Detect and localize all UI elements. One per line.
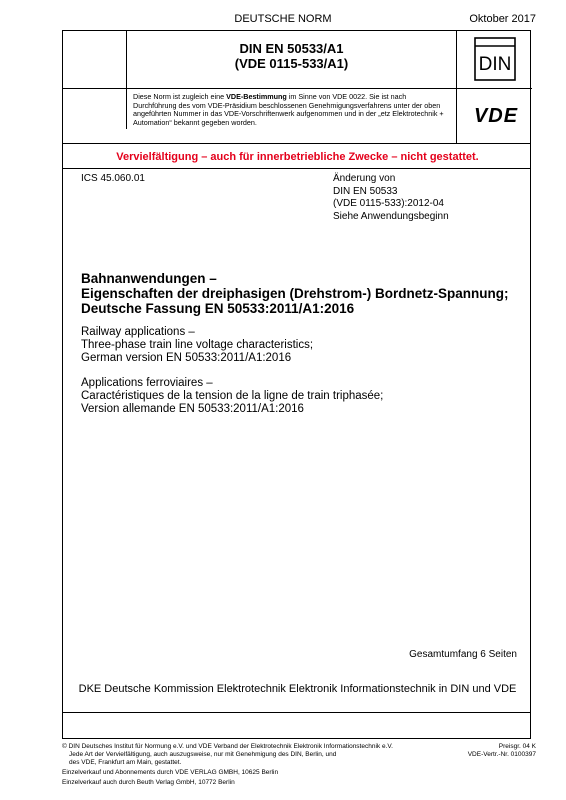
order-number: VDE-Vertr.-Nr. 0100397 [467, 750, 536, 758]
title-english [81, 326, 521, 365]
page-count: Gesamtumfang 6 Seiten [409, 649, 517, 660]
vde-logo-box [457, 89, 532, 143]
amendment-line: (VDE 0115-533):2012-04 [333, 198, 444, 209]
publication-date: Oktober 2017 [469, 13, 536, 25]
din-logo-icon [474, 37, 516, 81]
vde-logo-text: VDE [473, 105, 519, 127]
copyright-line: Jede Art der Vervielfältigung, auch auszugsweise, nur mit Genehmigung des DIN, Berlin, und [69, 750, 337, 758]
notice-text-bold: VDE-Bestimmung [226, 92, 287, 101]
din-logo-text: DIN [478, 54, 512, 75]
amendment-line: Siehe Anwendungsbeginn [333, 210, 449, 222]
copyright-notice [62, 743, 422, 766]
copy-warning: Vervielfältigung – auch für innerbetriebliche Zwecke – nicht gestattet. [116, 151, 479, 163]
copyright-line: © DIN Deutsches Institut für Normung e.V. und VDE Verband der Elektrotechnik Elektronik Informationstechnik e.V. [62, 743, 393, 750]
divider [63, 168, 530, 169]
price-group: Preisgr. 04 K [498, 743, 536, 750]
din-logo-box [457, 31, 532, 89]
title-english-line: German version EN 50533:2011/A1:2016 [81, 352, 292, 364]
title-german-line: Deutsche Fassung EN 50533:2011/A1:2016 [81, 301, 355, 316]
title-french-line: Applications ferroviaires – [81, 377, 213, 389]
copyright-line: des VDE, Frankfurt am Main, gestattet. [69, 758, 182, 766]
divider [63, 143, 530, 144]
document-number [126, 41, 457, 71]
title-german-line: Bahnanwendungen – [81, 271, 217, 286]
amendment-line: DIN EN 50533 [333, 185, 398, 197]
document-frame [62, 30, 531, 739]
title-english-line: Three-phase train line voltage characteristics; [81, 339, 314, 351]
amendment-info [333, 173, 449, 223]
norm-type-header: DEUTSCHE NORM [234, 13, 332, 25]
title-french [81, 377, 521, 416]
title-german-line: Eigenschaften der dreiphasigen (Drehstrom-) Bordnetz-Spannung; [81, 286, 509, 301]
notice-text-1: Diese Norm ist zugleich eine [133, 92, 227, 101]
title-french-line: Caractéristiques de la tension de la ligne de train triphasée; [81, 390, 384, 402]
title-german [81, 271, 521, 316]
divider [63, 712, 530, 713]
dke-commission: DKE Deutsche Kommission Elektrotechnik Elektronik Informationstechnik in DIN und VDE [78, 683, 517, 695]
title-french-line: Version allemande EN 50533:2011/A1:2016 [81, 403, 304, 415]
document-number-vde: (VDE 0115-533/A1) [234, 56, 349, 71]
ics-code: ICS 45.060.01 [81, 173, 145, 184]
amendment-line: Änderung von [333, 173, 396, 184]
price-info [468, 743, 536, 759]
vde-notice [126, 89, 457, 143]
sales-line: Einzelverkauf auch durch Beuth Verlag GmbH, 10772 Berlin [62, 778, 235, 786]
document-number-din: DIN EN 50533/A1 [239, 41, 344, 56]
title-english-line: Railway applications – [81, 326, 195, 338]
sales-line: Einzelverkauf und Abonnements durch VDE VERLAG GMBH, 10625 Berlin [62, 769, 279, 776]
notice-text-2: im Sinne von VDE 0022. Sie ist nach Durchführung des vom VDE-Präsidium beschlossenen Genehmigungsverfahrens unter der oben angeführten Nummer in das VDE-Vorschriftenwerk aufgenommen und in der „etz Elektrotechnik + Automation“ bekannt gegeben worden. [133, 92, 444, 127]
sales-info [62, 768, 278, 787]
vde-logo-icon [467, 103, 525, 127]
